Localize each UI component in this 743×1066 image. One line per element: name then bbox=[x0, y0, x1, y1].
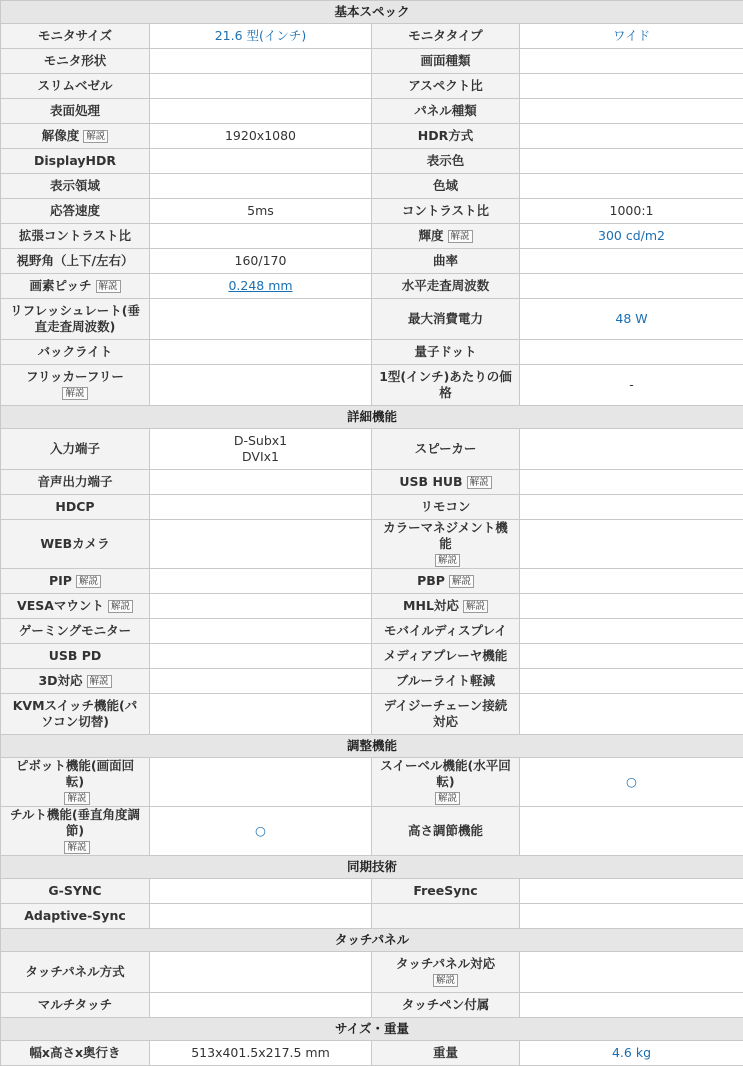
text: 視野角（上下/左右） bbox=[16, 253, 133, 268]
spec-value bbox=[150, 429, 372, 470]
spec-row bbox=[1, 619, 743, 644]
text: 最大消費電力 bbox=[408, 311, 483, 326]
text: マルチタッチ bbox=[38, 997, 112, 1012]
text: 色域 bbox=[433, 178, 458, 193]
spec-label bbox=[372, 879, 520, 904]
section-header-row bbox=[1, 1018, 743, 1041]
text: MHL対応 bbox=[403, 598, 459, 613]
spec-value bbox=[150, 74, 372, 99]
text: パネル種類 bbox=[414, 103, 477, 118]
spec-row bbox=[1, 495, 743, 520]
help-button[interactable]: 解説 bbox=[64, 792, 89, 805]
spec-value bbox=[520, 694, 743, 735]
spec-label bbox=[1, 694, 150, 735]
text: HDR方式 bbox=[418, 128, 473, 143]
text: G-SYNC bbox=[48, 883, 101, 898]
text: モニタサイズ bbox=[38, 28, 112, 43]
text: 表示色 bbox=[427, 153, 465, 168]
help-button[interactable]: 解説 bbox=[87, 675, 112, 688]
spec-value bbox=[150, 644, 372, 669]
text-line: 能 bbox=[376, 536, 515, 552]
spec-value bbox=[150, 669, 372, 694]
spec-label bbox=[372, 224, 520, 249]
spec-label bbox=[372, 1041, 520, 1066]
text: 4.6 kg bbox=[612, 1045, 651, 1060]
spec-label bbox=[372, 520, 520, 569]
text: 160/170 bbox=[235, 253, 287, 268]
spec-label bbox=[372, 124, 520, 149]
text: PBP bbox=[417, 573, 445, 588]
help-button[interactable]: 解説 bbox=[62, 387, 87, 400]
spec-value bbox=[520, 495, 743, 520]
spec-label bbox=[1, 644, 150, 669]
spec-row bbox=[1, 904, 743, 929]
text-line: 対応 bbox=[376, 714, 515, 730]
spec-value bbox=[150, 224, 372, 249]
text: ゲーミングモニター bbox=[19, 623, 131, 638]
spec-label bbox=[372, 340, 520, 365]
spec-value bbox=[520, 99, 743, 124]
spec-row bbox=[1, 594, 743, 619]
spec-label bbox=[372, 669, 520, 694]
spec-row bbox=[1, 758, 743, 807]
text: FreeSync bbox=[413, 883, 477, 898]
spec-label bbox=[1, 807, 150, 856]
text: 3D対応 bbox=[38, 673, 82, 688]
spec-row bbox=[1, 952, 743, 993]
spec-row bbox=[1, 249, 743, 274]
spec-value bbox=[150, 99, 372, 124]
text: 21.6 型(インチ) bbox=[215, 28, 307, 43]
spec-label bbox=[372, 249, 520, 274]
help-button[interactable]: 解説 bbox=[435, 554, 460, 567]
spec-value bbox=[520, 124, 743, 149]
spec-value bbox=[520, 199, 743, 224]
spec-label bbox=[372, 199, 520, 224]
spec-label bbox=[1, 569, 150, 594]
text: 表面処理 bbox=[50, 103, 100, 118]
spec-value bbox=[150, 174, 372, 199]
text: ○ bbox=[626, 774, 637, 789]
help-button[interactable]: 解説 bbox=[76, 575, 101, 588]
spec-value bbox=[520, 149, 743, 174]
spec-label bbox=[1, 124, 150, 149]
spec-value bbox=[150, 952, 372, 993]
spec-value bbox=[150, 520, 372, 569]
help-button[interactable]: 解説 bbox=[467, 476, 492, 489]
text: Adaptive-Sync bbox=[24, 908, 126, 923]
spec-label bbox=[1, 952, 150, 993]
section-header-row bbox=[1, 929, 743, 952]
spec-label bbox=[1, 470, 150, 495]
spec-value bbox=[520, 993, 743, 1018]
text-line: 直走査周波数) bbox=[5, 319, 145, 335]
spec-value bbox=[520, 249, 743, 274]
text-line: スイーベル機能(水平回 bbox=[376, 758, 515, 774]
spec-value bbox=[520, 904, 743, 929]
text: HDCP bbox=[55, 499, 94, 514]
spec-row bbox=[1, 274, 743, 299]
section-title: 同期技術 bbox=[1, 856, 743, 879]
spec-label bbox=[372, 952, 520, 993]
text: 幅x高さx奥行き bbox=[29, 1045, 120, 1060]
spec-row bbox=[1, 694, 743, 735]
text: USB HUB bbox=[399, 474, 462, 489]
text: 輝度 bbox=[418, 228, 443, 243]
spec-value bbox=[150, 249, 372, 274]
spec-value bbox=[520, 24, 743, 49]
spec-value bbox=[520, 1041, 743, 1066]
section-title: 基本スペック bbox=[1, 1, 743, 24]
spec-value bbox=[150, 619, 372, 644]
spec-value bbox=[520, 619, 743, 644]
spec-row bbox=[1, 124, 743, 149]
help-button[interactable]: 解説 bbox=[83, 130, 108, 143]
text: メディアプレーヤ機能 bbox=[384, 648, 508, 663]
text: 入力端子 bbox=[50, 441, 100, 456]
spec-row bbox=[1, 299, 743, 340]
section-header-row bbox=[1, 1, 743, 24]
spec-label bbox=[1, 429, 150, 470]
spec-label bbox=[372, 807, 520, 856]
text: タッチパネル方式 bbox=[25, 964, 124, 979]
text: VESAマウント bbox=[17, 598, 104, 613]
text: 1920x1080 bbox=[225, 128, 296, 143]
spec-label bbox=[1, 224, 150, 249]
spec-value bbox=[520, 569, 743, 594]
text: モバイルディスプレイ bbox=[384, 623, 507, 638]
spec-row bbox=[1, 429, 743, 470]
text-line: KVMスイッチ機能(パ bbox=[5, 698, 145, 714]
text: 拡張コントラスト比 bbox=[19, 228, 131, 243]
spec-row bbox=[1, 644, 743, 669]
text: USB PD bbox=[49, 648, 102, 663]
spec-value bbox=[520, 224, 743, 249]
spec-label bbox=[372, 619, 520, 644]
spec-value bbox=[150, 807, 372, 856]
spec-label bbox=[1, 249, 150, 274]
text-line: 格 bbox=[376, 385, 515, 401]
spec-value bbox=[520, 644, 743, 669]
spec-label bbox=[1, 24, 150, 49]
spec-row bbox=[1, 224, 743, 249]
spec-value bbox=[150, 993, 372, 1018]
spec-label bbox=[372, 149, 520, 174]
text-line: 1型(インチ)あたりの価 bbox=[376, 369, 515, 385]
spec-value bbox=[150, 594, 372, 619]
spec-label bbox=[372, 274, 520, 299]
text: - bbox=[629, 377, 634, 392]
text-line: 転) bbox=[376, 774, 515, 790]
spec-value bbox=[520, 365, 743, 406]
text-line: D-Subx1 bbox=[154, 433, 367, 449]
text-line: 節) bbox=[5, 823, 145, 839]
section-header-row bbox=[1, 735, 743, 758]
spec-value bbox=[150, 24, 372, 49]
spec-label bbox=[372, 694, 520, 735]
spec-row bbox=[1, 199, 743, 224]
text-line: ピボット機能(画面回 bbox=[5, 758, 145, 774]
spec-value bbox=[520, 669, 743, 694]
spec-label bbox=[1, 340, 150, 365]
text: ワイド bbox=[613, 28, 650, 43]
text: DisplayHDR bbox=[34, 153, 116, 168]
spec-row bbox=[1, 365, 743, 406]
spec-value bbox=[150, 149, 372, 174]
text: モニタ形状 bbox=[44, 53, 107, 68]
text: PIP bbox=[49, 573, 72, 588]
spec-row bbox=[1, 1041, 743, 1066]
spec-label bbox=[372, 174, 520, 199]
spec-label bbox=[372, 49, 520, 74]
spec-value bbox=[520, 470, 743, 495]
spec-value bbox=[520, 429, 743, 470]
spec-value bbox=[150, 124, 372, 149]
spec-label bbox=[1, 619, 150, 644]
text: アスペクト比 bbox=[408, 78, 483, 93]
spec-value bbox=[150, 495, 372, 520]
spec-row bbox=[1, 879, 743, 904]
spec-label bbox=[372, 904, 520, 929]
text: フリッカーフリー bbox=[26, 369, 124, 384]
spec-value bbox=[150, 49, 372, 74]
spec-label bbox=[372, 74, 520, 99]
section-header-row bbox=[1, 406, 743, 429]
text: 解像度 bbox=[42, 128, 80, 143]
help-button[interactable]: 解説 bbox=[108, 600, 133, 613]
spec-row bbox=[1, 149, 743, 174]
text: 1000:1 bbox=[610, 203, 654, 218]
text: 48 W bbox=[615, 311, 647, 326]
spec-value bbox=[520, 274, 743, 299]
spec-row bbox=[1, 669, 743, 694]
spec-row bbox=[1, 49, 743, 74]
spec-label bbox=[1, 669, 150, 694]
section-title: 詳細機能 bbox=[1, 406, 743, 429]
help-button[interactable]: 解説 bbox=[463, 600, 488, 613]
text: 高さ調節機能 bbox=[408, 823, 483, 838]
text-line: リフレッシュレート(垂 bbox=[5, 303, 145, 319]
text: タッチペン付属 bbox=[402, 997, 490, 1012]
spec-label bbox=[1, 74, 150, 99]
text: モニタタイプ bbox=[408, 28, 482, 43]
spec-value bbox=[520, 520, 743, 569]
spec-label bbox=[1, 520, 150, 569]
spec-label bbox=[372, 365, 520, 406]
text-line: DVIx1 bbox=[154, 449, 367, 465]
spec-label bbox=[1, 199, 150, 224]
text-line: ソコン切替) bbox=[5, 714, 145, 730]
section-title: 調整機能 bbox=[1, 735, 743, 758]
spec-value bbox=[150, 758, 372, 807]
spec-label bbox=[1, 1041, 150, 1066]
text: 5ms bbox=[247, 203, 274, 218]
help-button[interactable]: 解説 bbox=[64, 841, 89, 854]
spec-label bbox=[372, 594, 520, 619]
spec-value bbox=[150, 694, 372, 735]
spec-row bbox=[1, 470, 743, 495]
spec-label bbox=[372, 99, 520, 124]
spec-label bbox=[372, 569, 520, 594]
spec-label bbox=[372, 299, 520, 340]
spec-label bbox=[372, 993, 520, 1018]
spec-row bbox=[1, 24, 743, 49]
text-line: チルト機能(垂直角度調 bbox=[5, 807, 145, 823]
text: ブルーライト軽減 bbox=[396, 673, 495, 688]
text: 曲率 bbox=[433, 253, 458, 268]
spec-value bbox=[150, 1041, 372, 1066]
spec-value bbox=[150, 470, 372, 495]
spec-row bbox=[1, 993, 743, 1018]
spec-value bbox=[520, 594, 743, 619]
spec-label bbox=[372, 24, 520, 49]
spec-label bbox=[1, 365, 150, 406]
spec-label bbox=[1, 758, 150, 807]
spec-label bbox=[1, 49, 150, 74]
spec-label bbox=[1, 879, 150, 904]
spec-value bbox=[520, 952, 743, 993]
spec-value bbox=[150, 299, 372, 340]
spec-row bbox=[1, 99, 743, 124]
spec-value bbox=[520, 879, 743, 904]
spec-value bbox=[520, 340, 743, 365]
text: ○ bbox=[255, 823, 266, 838]
help-button[interactable]: 解説 bbox=[435, 792, 460, 805]
section-header-row bbox=[1, 856, 743, 879]
help-button[interactable]: 解説 bbox=[448, 230, 473, 243]
spec-label bbox=[372, 429, 520, 470]
spec-label bbox=[1, 99, 150, 124]
text-line: 転) bbox=[5, 774, 145, 790]
text: 画素ピッチ bbox=[29, 278, 91, 293]
spec-label bbox=[1, 149, 150, 174]
spec-label bbox=[372, 495, 520, 520]
spec-row bbox=[1, 569, 743, 594]
section-title: サイズ・重量 bbox=[1, 1018, 743, 1041]
spec-value bbox=[150, 199, 372, 224]
spec-value bbox=[150, 904, 372, 929]
text: タッチパネル対応 bbox=[396, 956, 495, 971]
spec-label bbox=[372, 758, 520, 807]
spec-row bbox=[1, 340, 743, 365]
text: 513x401.5x217.5 mm bbox=[191, 1045, 330, 1060]
text: 重量 bbox=[433, 1045, 458, 1060]
text: 量子ドット bbox=[414, 344, 476, 359]
text: バックライト bbox=[38, 344, 113, 359]
text: リモコン bbox=[420, 499, 470, 514]
spec-label bbox=[1, 299, 150, 340]
text-line: カラーマネジメント機 bbox=[376, 520, 515, 536]
spec-value bbox=[520, 758, 743, 807]
text: 0.248 mm bbox=[228, 278, 292, 293]
text: 音声出力端子 bbox=[37, 474, 112, 489]
spec-value[interactable] bbox=[150, 274, 372, 299]
spec-label bbox=[372, 470, 520, 495]
text: 画面種類 bbox=[420, 53, 470, 68]
spec-row bbox=[1, 807, 743, 856]
text: 表示領域 bbox=[50, 178, 100, 193]
text: スリムベゼル bbox=[37, 78, 112, 93]
help-button[interactable]: 解説 bbox=[449, 575, 474, 588]
spec-table-body bbox=[1, 1, 743, 1066]
spec-label bbox=[1, 495, 150, 520]
spec-label bbox=[1, 174, 150, 199]
spec-row bbox=[1, 520, 743, 569]
spec-value bbox=[520, 49, 743, 74]
spec-label bbox=[372, 644, 520, 669]
text: 300 cd/m2 bbox=[598, 228, 665, 243]
spec-value bbox=[520, 299, 743, 340]
spec-value bbox=[520, 174, 743, 199]
spec-value bbox=[150, 569, 372, 594]
spec-label bbox=[1, 274, 150, 299]
spec-label bbox=[1, 993, 150, 1018]
section-title: タッチパネル bbox=[1, 929, 743, 952]
help-button[interactable]: 解説 bbox=[96, 280, 121, 293]
spec-value bbox=[150, 365, 372, 406]
text: 応答速度 bbox=[50, 203, 100, 218]
spec-value bbox=[520, 807, 743, 856]
help-button[interactable]: 解説 bbox=[433, 974, 458, 987]
text: コントラスト比 bbox=[402, 203, 489, 218]
text: 水平走査周波数 bbox=[402, 278, 490, 293]
spec-row bbox=[1, 74, 743, 99]
spec-value bbox=[150, 879, 372, 904]
spec-label bbox=[1, 904, 150, 929]
spec-row bbox=[1, 174, 743, 199]
spec-label bbox=[1, 594, 150, 619]
text-line: デイジーチェーン接続 bbox=[376, 698, 515, 714]
text: スピーカー bbox=[415, 441, 477, 456]
text: WEBカメラ bbox=[40, 536, 109, 551]
spec-value bbox=[520, 74, 743, 99]
spec-value bbox=[150, 340, 372, 365]
